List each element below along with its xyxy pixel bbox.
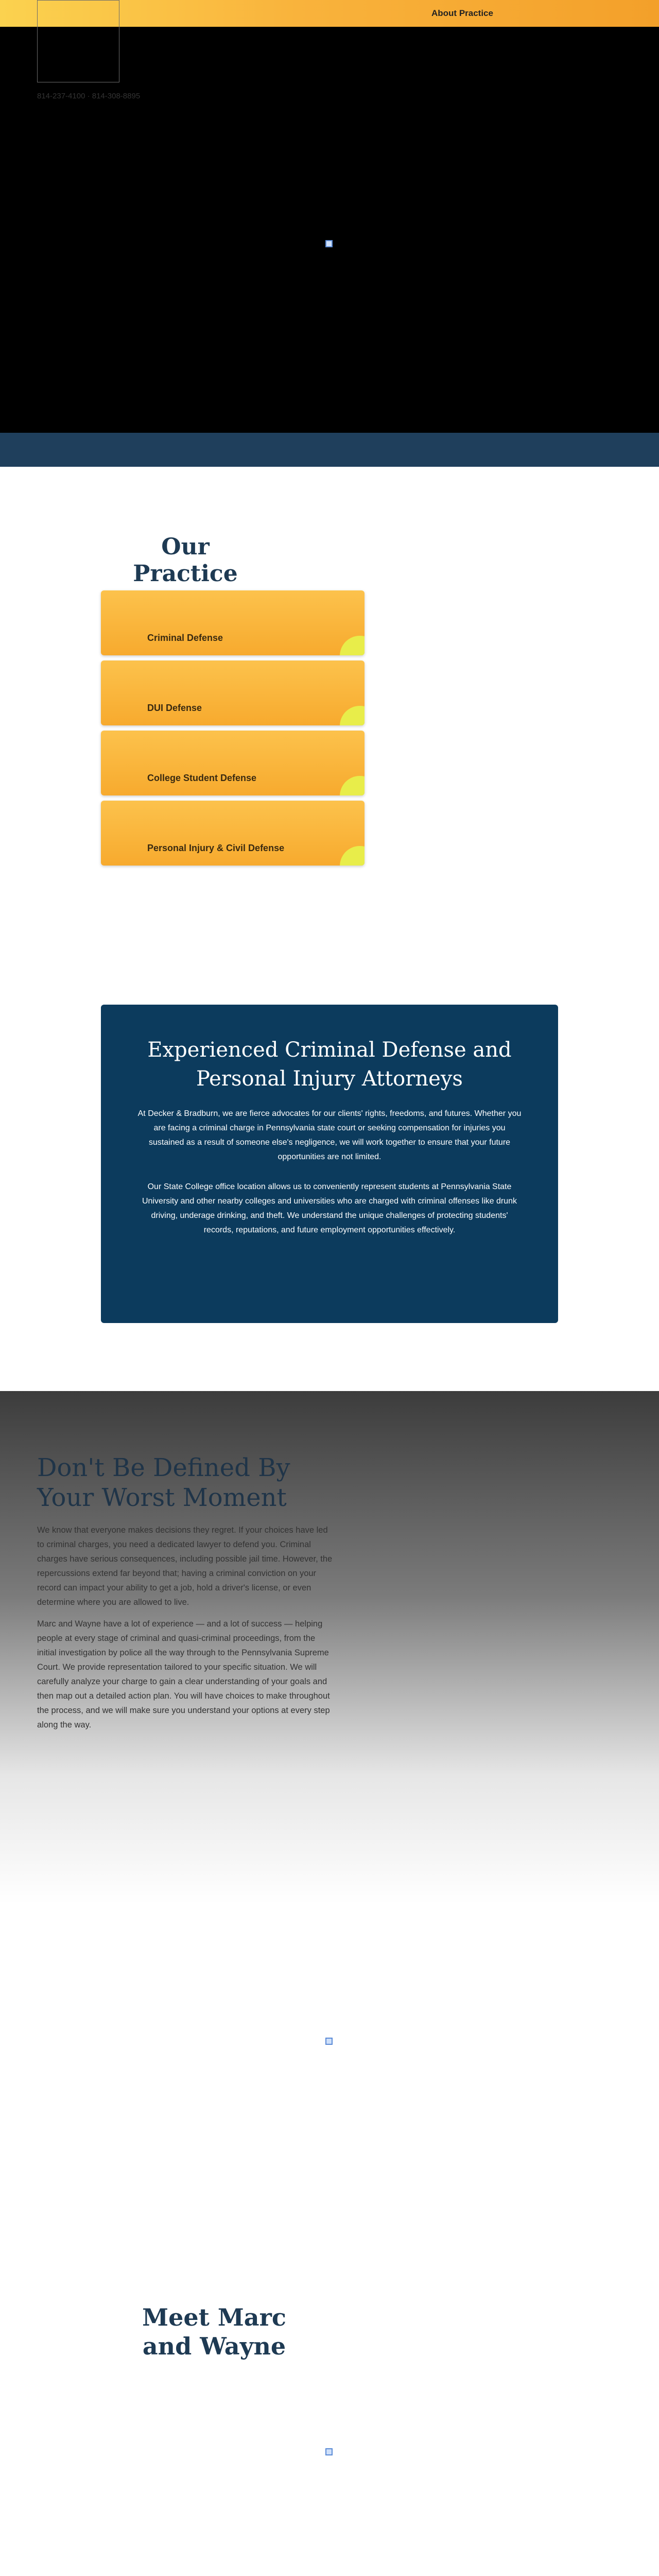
- card-corner-accent: [340, 776, 365, 795]
- defined-section: [0, 1391, 659, 1904]
- defined-heading: Don't Be Defined By Your Worst Moment: [37, 1453, 290, 1512]
- practice-card-college-student-defense[interactable]: [101, 731, 365, 795]
- image-placeholder-icon: [325, 2038, 333, 2045]
- practice-card-personal-injury[interactable]: [101, 801, 365, 866]
- defined-paragraph-2: Marc and Wayne have a lot of experience — and a lot of success — helping people at every stage of criminal and quasi-criminal proceedings, from the initial investigation by police all the way through to the Pennsylvania Supreme Court. We provide representation tailored to your specific situation. We will carefully analyze your charge to gain a clear understanding of your goals and then map out a detailed action plan. You will have choices to make throughout the process, and we will make sure you understand your options at every step along the way.: [37, 1619, 330, 1730]
- card-corner-accent: [340, 636, 365, 655]
- experienced-heading: Experienced Criminal Defense and Personal Injury Attorneys: [147, 1038, 512, 1091]
- image-placeholder-icon: [325, 240, 333, 247]
- meet-title: Meet Marc and Wayne: [142, 2303, 286, 2360]
- hero-strip: [0, 433, 659, 467]
- practice-areas-title: Our Practice: [133, 534, 238, 587]
- image-placeholder-icon: [325, 2448, 333, 2455]
- practice-card-label: DUI Defense: [147, 703, 202, 713]
- practice-card-label: College Student Defense: [147, 773, 257, 783]
- experienced-paragraph-1: At Decker & Bradburn, we are fierce advocates for our clients' rights, freedoms, and futures. Whether you are facing a criminal charge in Pennsylvania state court or seeking compensation for injuries you sustained as a result of someone else's negligence, we will work together to ensure that your future opportunities are not limited.: [137, 1109, 522, 1161]
- hero-video: [0, 27, 659, 433]
- practice-card-dui-defense[interactable]: [101, 660, 365, 725]
- nav-link-about-practice[interactable]: About Practice: [431, 8, 493, 18]
- experienced-attorneys-box: [101, 1005, 558, 1323]
- card-corner-accent: [340, 706, 365, 725]
- defined-paragraph-1: We know that everyone makes decisions they regret. If your choices have led to criminal charges, you need a dedicated lawyer to defend you. Criminal charges have serious consequences, including possible jail time. However, the repercussions extend far beyond that; having a criminal conviction on your record can impact your ability to get a job, hold a driver's license, or even determine where you are allowed to live.: [37, 1526, 333, 1607]
- header-phone[interactable]: 814-237-4100 · 814-308-8895: [37, 92, 141, 100]
- logo[interactable]: [37, 0, 119, 82]
- card-corner-accent: [340, 846, 365, 866]
- practice-card-criminal-defense[interactable]: [101, 590, 365, 655]
- practice-card-label: Criminal Defense: [147, 633, 223, 643]
- experienced-paragraph-2: Our State College office location allows us to conveniently represent students at Pennsylvania State University and other nearby colleges and universities who are charged with criminal offenses like drunk driving, underage drinking, and theft. We understand the unique challenges of protecting students' records, reputations, and future employment opportunities effectively.: [142, 1182, 517, 1234]
- practice-card-label: Personal Injury & Civil Defense: [147, 843, 285, 853]
